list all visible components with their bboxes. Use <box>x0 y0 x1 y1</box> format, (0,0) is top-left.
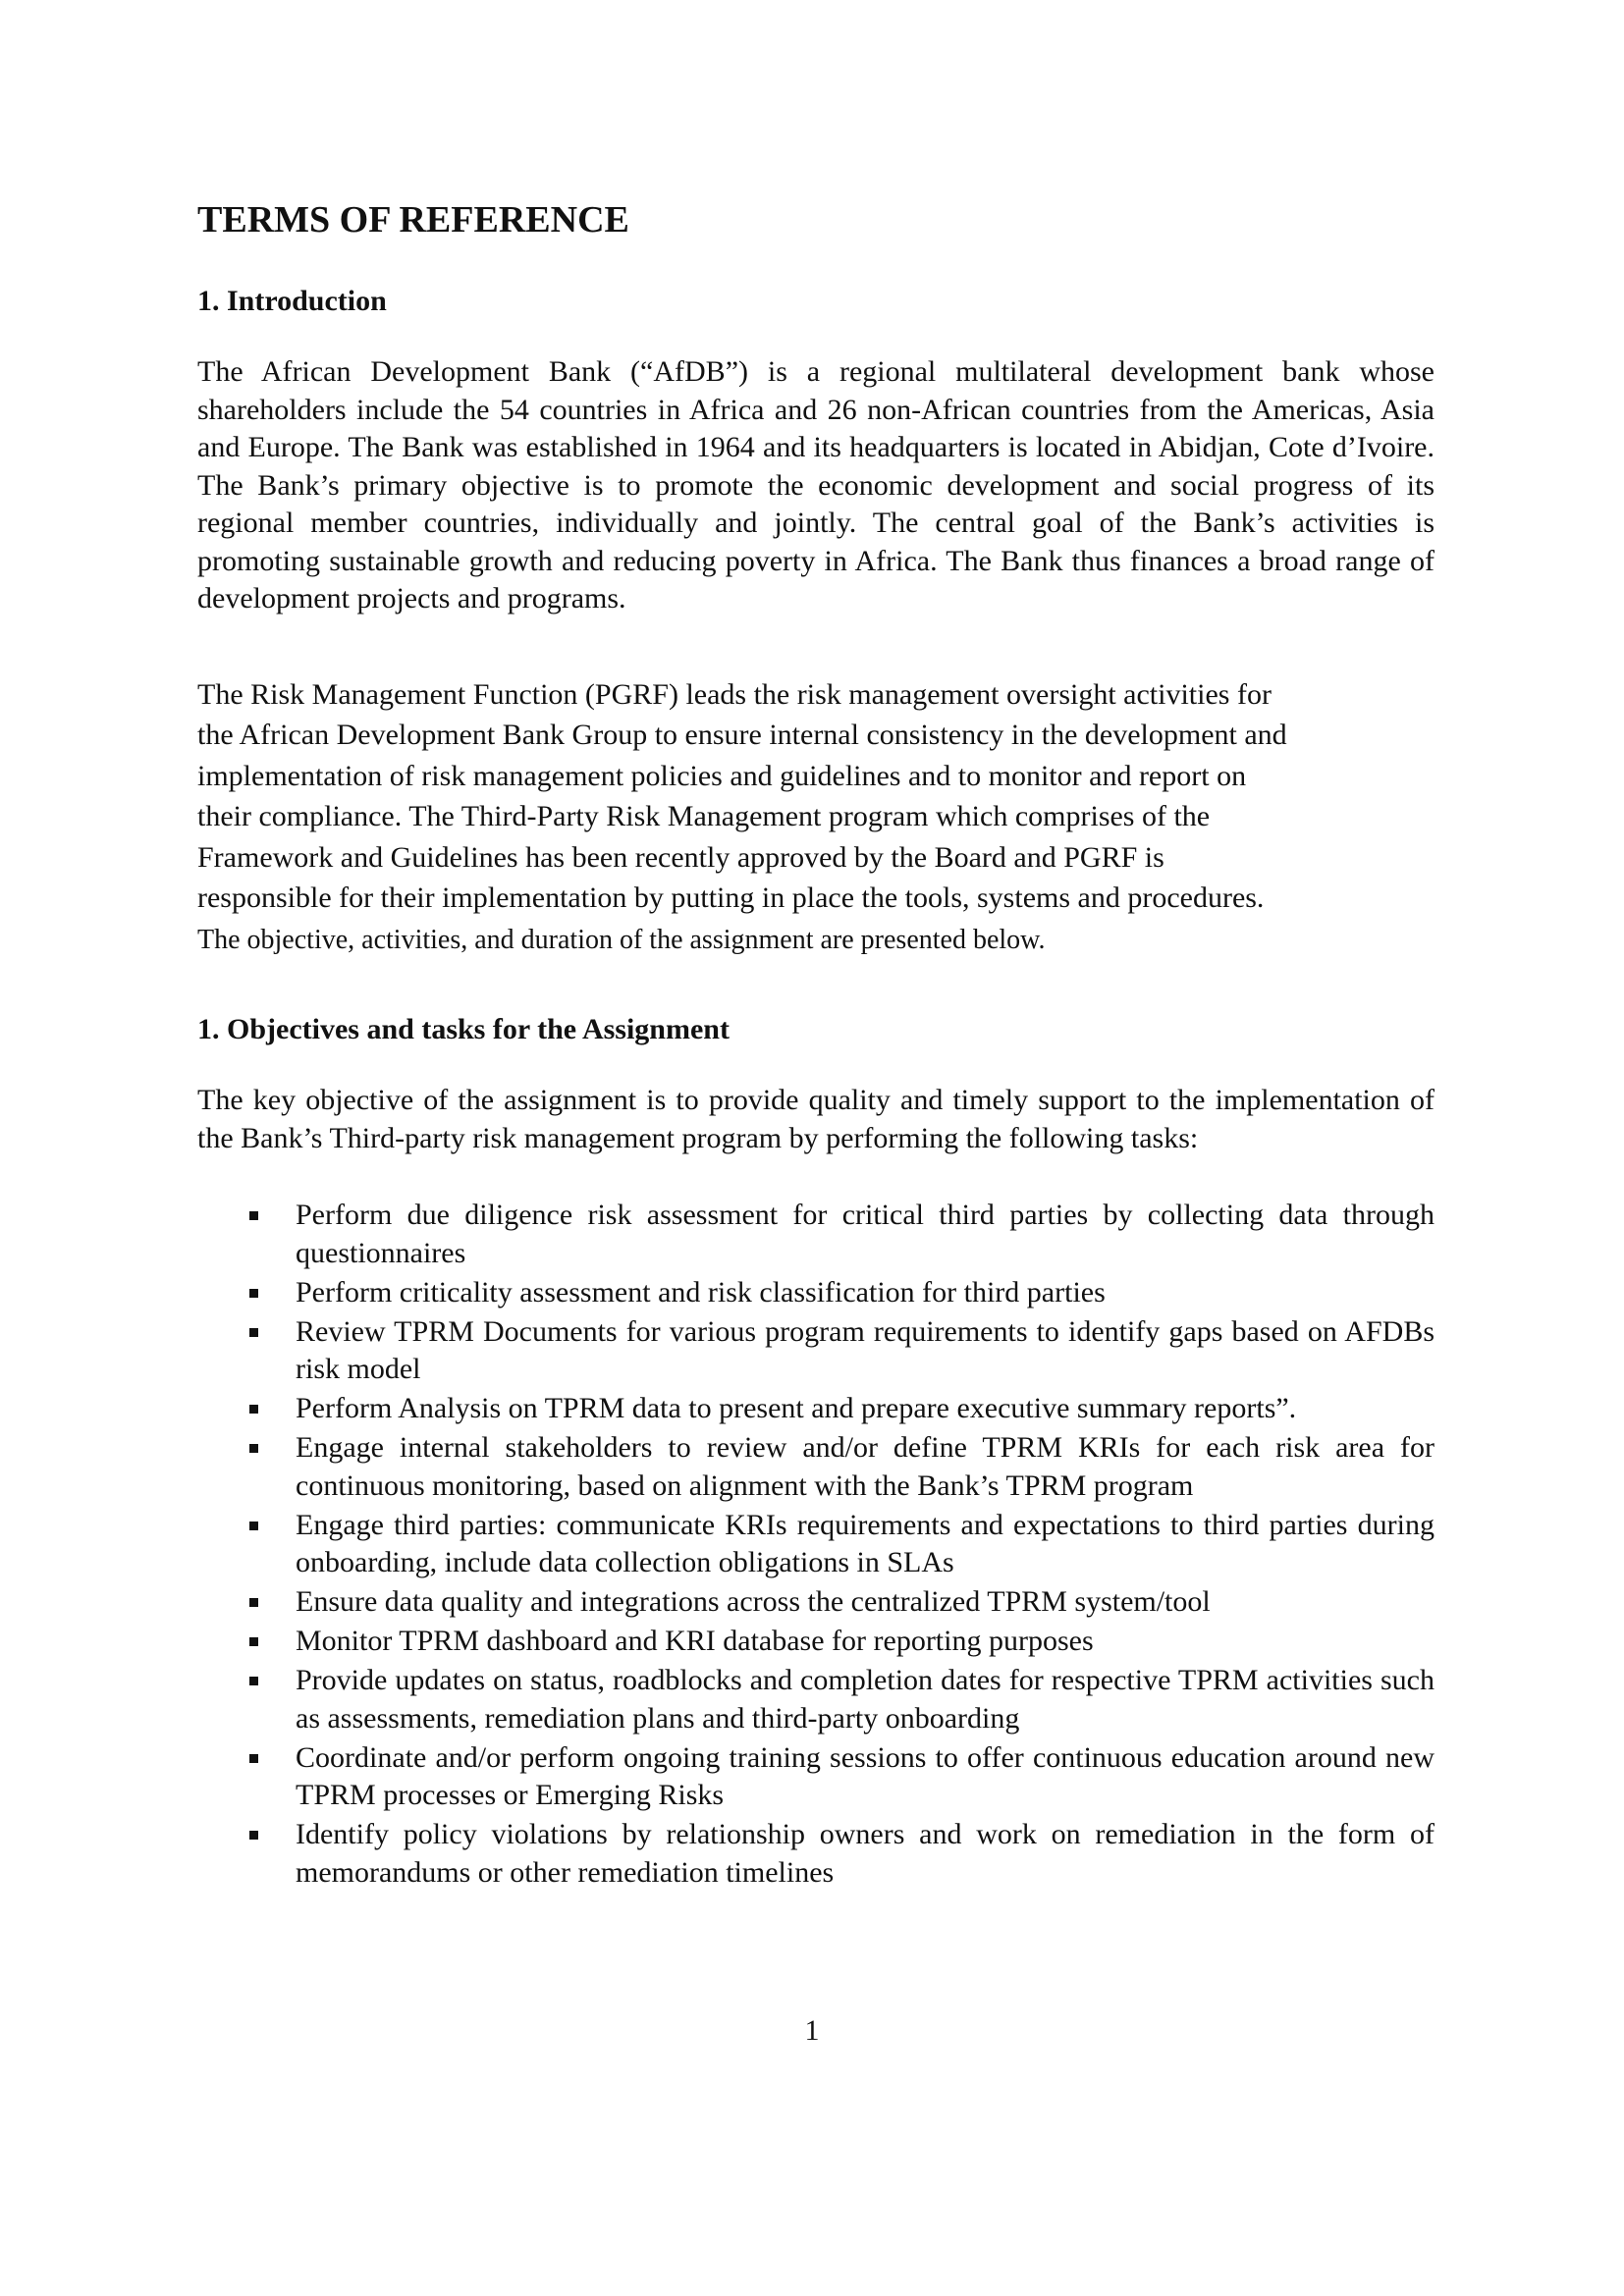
paragraph-line: the African Development Bank Group to ensure internal consistency in the development and <box>197 719 1287 751</box>
square-bullet-icon <box>249 1289 258 1298</box>
task-text: Engage internal stakeholders to review and/or define TPRM KRIs for each risk area for continuous monitoring, based on alignment with the Bank’s TPRM program <box>296 1431 1435 1502</box>
square-bullet-icon <box>249 1211 258 1220</box>
task-list-item <box>197 1274 1435 1312</box>
square-bullet-icon <box>249 1598 258 1607</box>
task-text: Coordinate and/or perform ongoing training sessions to offer continuous education around new TPRM processes or Emerging Risks <box>296 1740 1435 1811</box>
paragraph-line: implementation of risk management policies and guidelines and to monitor and report on <box>197 759 1247 792</box>
paragraph-line: The Risk Management Function (PGRF) leads the risk management oversight activities for <box>197 677 1272 711</box>
square-bullet-icon <box>249 1522 258 1530</box>
objectives-heading: 1. Objectives and tasks for the Assignment <box>197 1013 730 1045</box>
task-list-item <box>197 1390 1435 1428</box>
task-list-item <box>197 1313 1435 1389</box>
page-number: 1 <box>804 2014 820 2047</box>
task-list-item <box>197 1623 1435 1661</box>
square-bullet-icon <box>249 1754 258 1763</box>
square-bullet-icon <box>249 1677 258 1685</box>
task-text: Identify policy violations by relationship owners and work on remediation in the form of memorandums or other remediation timelines <box>296 1818 1435 1889</box>
square-bullet-icon <box>249 1831 258 1840</box>
introduction-paragraph-1: The African Development Bank (“AfDB”) is a regional multilateral development bank whose shareholders include the 54 countries in Africa and 26 non-African countries from the Americas, Asia and Europe. The Bank was established in 1964 and its headquarters is located in Abidjan, Cote d’Ivoire. The Bank’s primary objective is to promote the economic development and social progress of its regional member countries, individually and jointly. The central goal of the Bank’s activities is promoting sustainable growth and reducing poverty in Africa. The Bank thus finances a broad range of development projects and programs. <box>197 355 1435 614</box>
introduction-paragraph-2 <box>197 674 1435 961</box>
objectives-paragraph: The key objective of the assignment is to provide quality and timely support to the implementation of the Bank’s Third-party risk management program by performing the following tasks: <box>197 1084 1435 1154</box>
task-text: Perform due diligence risk assessment for critical third parties by collecting data through questionnaires <box>296 1199 1435 1269</box>
square-bullet-icon <box>249 1637 258 1646</box>
task-list-item <box>197 1429 1435 1505</box>
paragraph-line: Framework and Guidelines has been recently approved by the Board and PGRF is <box>197 840 1164 874</box>
task-list-item <box>197 1739 1435 1815</box>
paragraph-line: their compliance. The Third-Party Risk Management program which comprises of the <box>197 800 1211 832</box>
paragraph-line: responsible for their implementation by putting in place the tools, systems and procedures. <box>197 881 1265 914</box>
square-bullet-icon <box>249 1444 258 1453</box>
square-bullet-icon <box>249 1328 258 1337</box>
document-page <box>197 196 1435 1894</box>
task-text: Perform criticality assessment and risk classification for third parties <box>296 1275 1106 1308</box>
task-list-item <box>197 1816 1435 1892</box>
task-list-item <box>197 1583 1435 1622</box>
introduction-heading: 1. Introduction <box>197 285 387 317</box>
task-text: Monitor TPRM dashboard and KRI database for reporting purposes <box>296 1625 1094 1657</box>
task-text: Review TPRM Documents for various program requirements to identify gaps based on AFDBs risk model <box>296 1314 1435 1385</box>
document-title: TERMS OF REFERENCE <box>197 199 629 240</box>
task-text: Engage third parties: communicate KRIs requirements and expectations to third parties during onboarding, include data collection obligations in SLAs <box>296 1508 1435 1578</box>
task-list <box>197 1197 1435 1892</box>
task-list-item <box>197 1662 1435 1737</box>
square-bullet-icon <box>249 1405 258 1414</box>
task-text: Ensure data quality and integrations across the centralized TPRM system/tool <box>296 1585 1211 1618</box>
task-text: Provide updates on status, roadblocks and completion dates for respective TPRM activities such as assessments, remediation plans and third-party onboarding <box>296 1664 1435 1735</box>
paragraph-line: The objective, activities, and duration of the assignment are presented below. <box>197 924 1046 955</box>
task-list-item <box>197 1197 1435 1272</box>
task-text: Perform Analysis on TPRM data to present and prepare executive summary reports”. <box>296 1392 1297 1424</box>
task-list-item <box>197 1507 1435 1582</box>
